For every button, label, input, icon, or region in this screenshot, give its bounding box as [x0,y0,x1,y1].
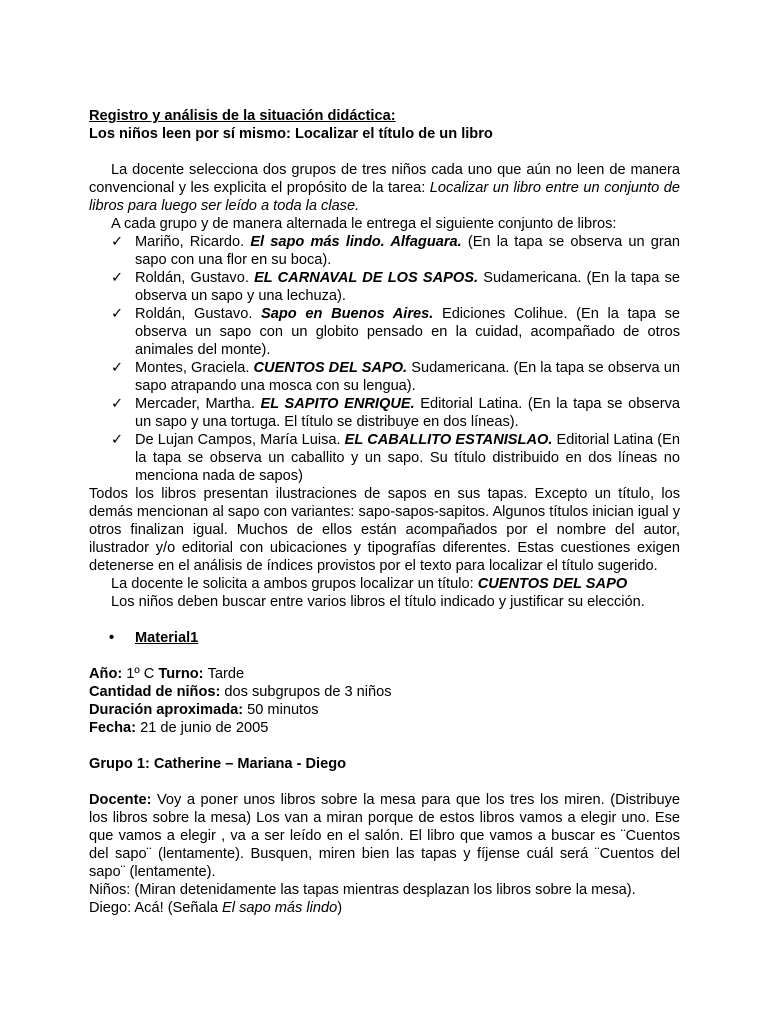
material-heading: • Material1 [109,630,199,646]
list-item: ✓ Roldán, Gustavo. Sapo en Buenos Aires. Ediciones Colihue. (En la tapa se observa un sapo con un globito pensado en la cuidad, acompañado de otros animales del monte). [111,306,680,358]
document-body [89,107,680,917]
year-shift-line: Año: 1º C Turno: Tarde [89,666,245,682]
book-list [89,233,680,485]
children-count-line: Cantidad de niños: dos subgrupos de 3 niños [89,684,392,700]
list-item: ✓ Montes, Graciela. CUENTOS DEL SAPO. Sudamericana. (En la tapa se observa un sapo atrapando una mosca con su lengua). [111,360,680,394]
date-line: Fecha: 21 de junio de 2005 [89,720,269,736]
checkmark-icon: ✓ [111,306,124,322]
analysis-paragraph: Todos los libros presentan ilustraciones de sapos en sus tapas. Excepto un título, los demás mencionan al sapo con variantes: sapo-sapos-sapitos. Algunos títulos inician igual y otros finalizan igual. Muchos de ellos están acompañados por el nombre del autor, ilustrador y/o editorial con ubicaciones y tipografías diferentes. Estas cuestiones exigen detenerse en el análisis de índices provistos por el texto para localizar el título sugerido. [89,486,680,574]
list-item: ✓ Roldán, Gustavo. EL CARNAVAL DE LOS SAPOS. Sudamericana. (En la tapa se observa un sapo y una lechuza). [111,270,680,304]
section-heading: Registro y análisis de la situación didáctica: [89,108,396,124]
transcript-line: Diego: Acá! (Señala El sapo más lindo) [89,900,343,916]
transcript-line: Niños: (Miran detenidamente las tapas mientras desplazan los libros sobre la mesa). [89,882,636,898]
checkmark-icon: ✓ [111,270,124,286]
group-heading: Grupo 1: Catherine – Mariana - Diego [89,756,347,772]
checkmark-icon: ✓ [111,234,124,250]
checkmark-icon: ✓ [111,360,124,376]
duration-line: Duración aproximada: 50 minutos [89,702,319,718]
task-request: La docente le solicita a ambos grupos localizar un título: CUENTOS DEL SAPO [111,576,628,592]
list-item: ✓ Mariño, Ricardo. El sapo más lindo. Alfaguara. (En la tapa se observa un gran sapo con una flor en su boca). [111,234,680,268]
bullet-icon: • [109,630,115,646]
books-intro: A cada grupo y de manera alternada le entrega el siguiente conjunto de libros: [111,216,617,232]
session-details [89,665,680,737]
intro-paragraph: La docente selecciona dos grupos de tres niños cada uno que aún no leen de manera convencional y les explicita el propósito de la tarea: Localizar un libro entre un conjunto de libros para luego ser leído a toda la clase. [89,162,680,214]
transcript-line: Docente: Voy a poner unos libros sobre la mesa para que los tres los miren. (Distribuye los libros sobre la mesa) Los van a miran porque de estos libros vamos a elegir uno. Ese que vamos a elegir , va a ser leído en el salón. El libro que vamos a buscar es ¨Cuentos del sapo¨ (lentamente). Busquen, miren bien las tapas y fíjense cuál será ¨Cuentos del sapo¨ (lentamente). [89,792,680,880]
task-instruction: Los niños deben buscar entre varios libros el título indicado y justificar su elección. [111,594,645,610]
list-item: ✓ Mercader, Martha. EL SAPITO ENRIQUE. Editorial Latina. (En la tapa se observa un sapo y una tortuga. El título se distribuye en dos líneas). [111,396,680,430]
checkmark-icon: ✓ [111,396,124,412]
list-item: ✓ De Lujan Campos, María Luisa. EL CABALLITO ESTANISLAO. Editorial Latina (En la tapa se observa un caballito y un sapo. Su título distribuido en dos líneas no menciona nada de sapos) [111,432,680,484]
transcript [89,791,680,917]
checkmark-icon: ✓ [111,432,124,448]
section-subheading: Los niños leen por sí mismo: Localizar el título de un libro [89,126,493,142]
